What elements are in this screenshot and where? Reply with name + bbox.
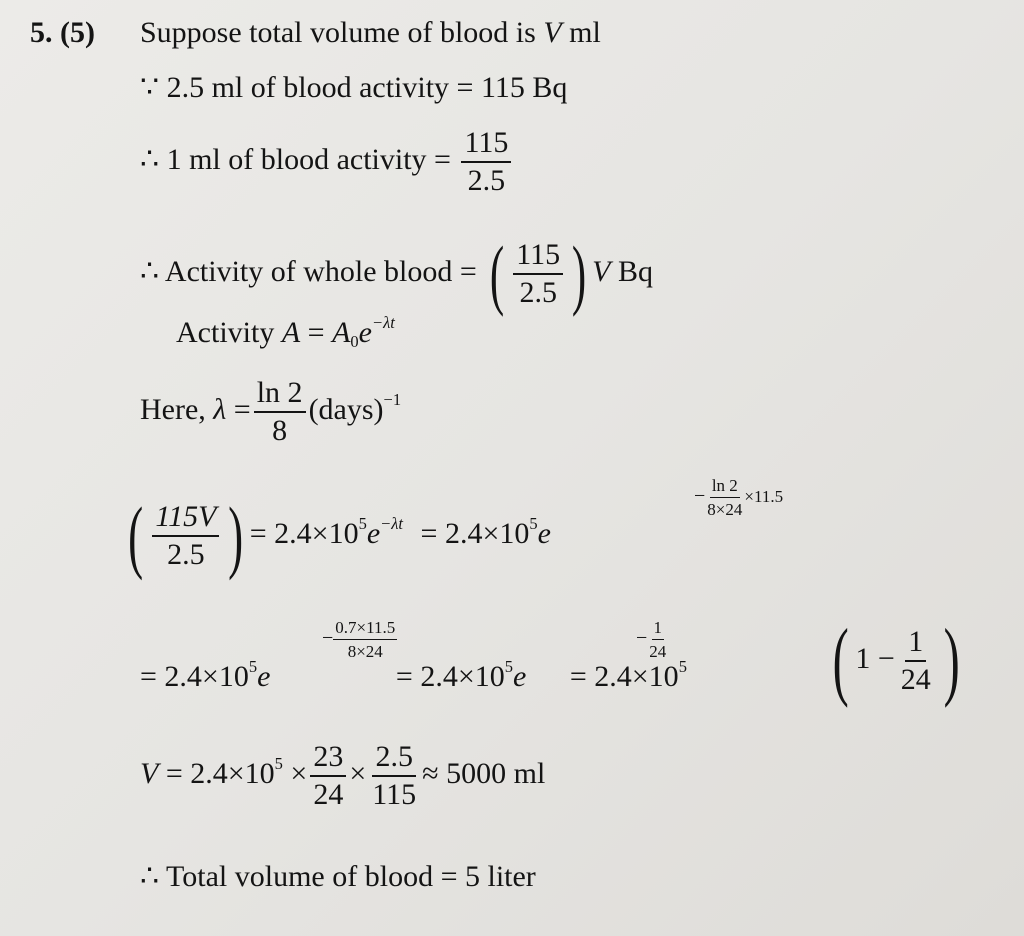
one-minus: 1 −	[855, 641, 895, 675]
exponent-ln2-expression	[694, 476, 783, 520]
volume-variable: V	[592, 254, 611, 288]
subscript-zero: 0	[350, 331, 359, 351]
minus-sign: −	[636, 626, 648, 649]
volume-variable: V	[140, 756, 159, 790]
problem-heading	[30, 18, 95, 48]
initial-activity-symbol: A	[332, 316, 351, 349]
result-part-a: = 2.4×10	[158, 756, 275, 790]
exponent-denominator: 8×24	[347, 642, 383, 661]
here-label: Here,	[140, 392, 214, 426]
activity-label: Activity	[176, 316, 282, 349]
exponent-fraction	[333, 618, 397, 662]
right-paren: )	[572, 230, 587, 317]
fraction-denominator: 24	[900, 663, 931, 696]
inverse-exponent: −1	[383, 389, 402, 409]
eq-part-1: = 2.4×10	[249, 516, 359, 550]
minus-sign: −	[694, 484, 706, 507]
fraction-numerator: ln 2	[254, 378, 306, 413]
line-given	[140, 73, 567, 103]
exponent-denominator: 24	[649, 642, 667, 661]
power-five: 5	[678, 656, 687, 676]
fraction-numerator: 115V	[152, 502, 219, 537]
days-unit: (days)	[308, 392, 384, 426]
fraction-denominator: 2.5	[519, 276, 557, 309]
euler-e: e	[257, 660, 271, 693]
eq-part-2: = 2.4×10	[420, 516, 530, 550]
fraction-denominator: 8	[272, 414, 288, 447]
line-activity-law	[176, 312, 395, 351]
approx-result: ≈ 5000 ml	[422, 756, 546, 790]
fraction-denominator: 2.5	[467, 164, 506, 197]
line-given-text: ∵ 2.5 ml of blood activity = 115 Bq	[140, 71, 568, 104]
euler-e: e	[513, 660, 527, 693]
exponent-numerator: ln 2	[710, 476, 740, 498]
fraction-115-over-2-5	[461, 128, 511, 196]
decay-exponent: −λt	[380, 513, 404, 533]
equals: =	[226, 392, 251, 426]
left-paren: (	[128, 490, 144, 581]
line-conclusion	[140, 862, 536, 892]
exponent-0-7-expression	[322, 618, 397, 662]
lambda-symbol: λ	[213, 392, 227, 426]
problem-marks: (5)	[60, 16, 95, 49]
fraction-denominator: 24	[313, 778, 344, 811]
line-whole-blood	[140, 230, 654, 317]
decay-exponent: −λt	[371, 312, 395, 332]
fraction-denominator: 2.5	[167, 538, 205, 571]
line-decay-constant	[140, 378, 401, 446]
exponent-fraction	[647, 618, 668, 662]
line-equation-1	[122, 490, 551, 581]
fraction-2-5-over-115	[369, 742, 419, 810]
fraction-115-over-2-5-b	[513, 240, 563, 308]
left-paren: (	[832, 612, 849, 709]
unit-bq: Bq	[610, 254, 654, 288]
line-suppose	[140, 18, 601, 48]
equals: =	[300, 316, 333, 349]
fraction-numerator: 115	[513, 240, 563, 275]
exponent-tail: ×11.5	[744, 486, 784, 506]
fraction-numerator: 1	[905, 627, 926, 662]
exponent-denominator: 8×24	[707, 500, 743, 519]
fraction-1-over-24	[898, 627, 934, 695]
fraction-numerator: 2.5	[372, 742, 416, 777]
problem-number: 5.	[30, 16, 53, 49]
left-paren: (	[490, 230, 505, 317]
volume-variable: V	[543, 16, 562, 49]
power-five: 5	[274, 753, 283, 773]
line-per-ml	[140, 128, 514, 196]
conclusion-text: ∴ Total volume of blood = 5 liter	[140, 860, 536, 893]
exponent-1-24-expression	[636, 618, 668, 662]
euler-e: e	[366, 516, 381, 550]
fraction-numerator: 23	[310, 742, 346, 777]
fraction-ln2-over-8	[254, 378, 306, 446]
euler-e: e	[537, 516, 551, 550]
times-sign: ×	[349, 756, 367, 790]
right-paren: )	[943, 612, 960, 709]
fraction-denominator: 115	[372, 778, 417, 811]
times-sign: ×	[282, 756, 308, 790]
power-five: 5	[248, 656, 258, 676]
line-whole-blood-text: ∴ Activity of whole blood =	[140, 254, 477, 288]
exponent-numerator: 1	[652, 618, 665, 640]
volume-unit: ml	[561, 16, 601, 49]
eq-part-c: = 2.4×10	[569, 660, 679, 693]
euler-e: e	[358, 316, 372, 349]
activity-symbol: A	[281, 316, 301, 349]
power-five: 5	[358, 513, 367, 533]
exponent-fraction	[705, 476, 744, 520]
power-five: 5	[504, 656, 514, 676]
fraction-115v-over-2-5	[152, 502, 219, 570]
minus-sign: −	[322, 626, 334, 649]
fraction-numerator: 115	[461, 128, 511, 163]
line-equation-2	[140, 656, 687, 693]
exponent-numerator: 0.7×11.5	[333, 618, 397, 640]
power-five: 5	[529, 513, 538, 533]
binomial-approx	[826, 612, 966, 709]
eq-part-a: = 2.4×10	[140, 660, 249, 693]
right-paren: )	[228, 490, 244, 581]
eq-part-b: = 2.4×10	[395, 660, 505, 693]
line-volume-result	[140, 742, 545, 810]
fraction-23-over-24	[310, 742, 346, 810]
line-per-ml-text: ∴ 1 ml of blood activity =	[140, 142, 451, 176]
line-suppose-text: Suppose total volume of blood is	[140, 16, 544, 49]
